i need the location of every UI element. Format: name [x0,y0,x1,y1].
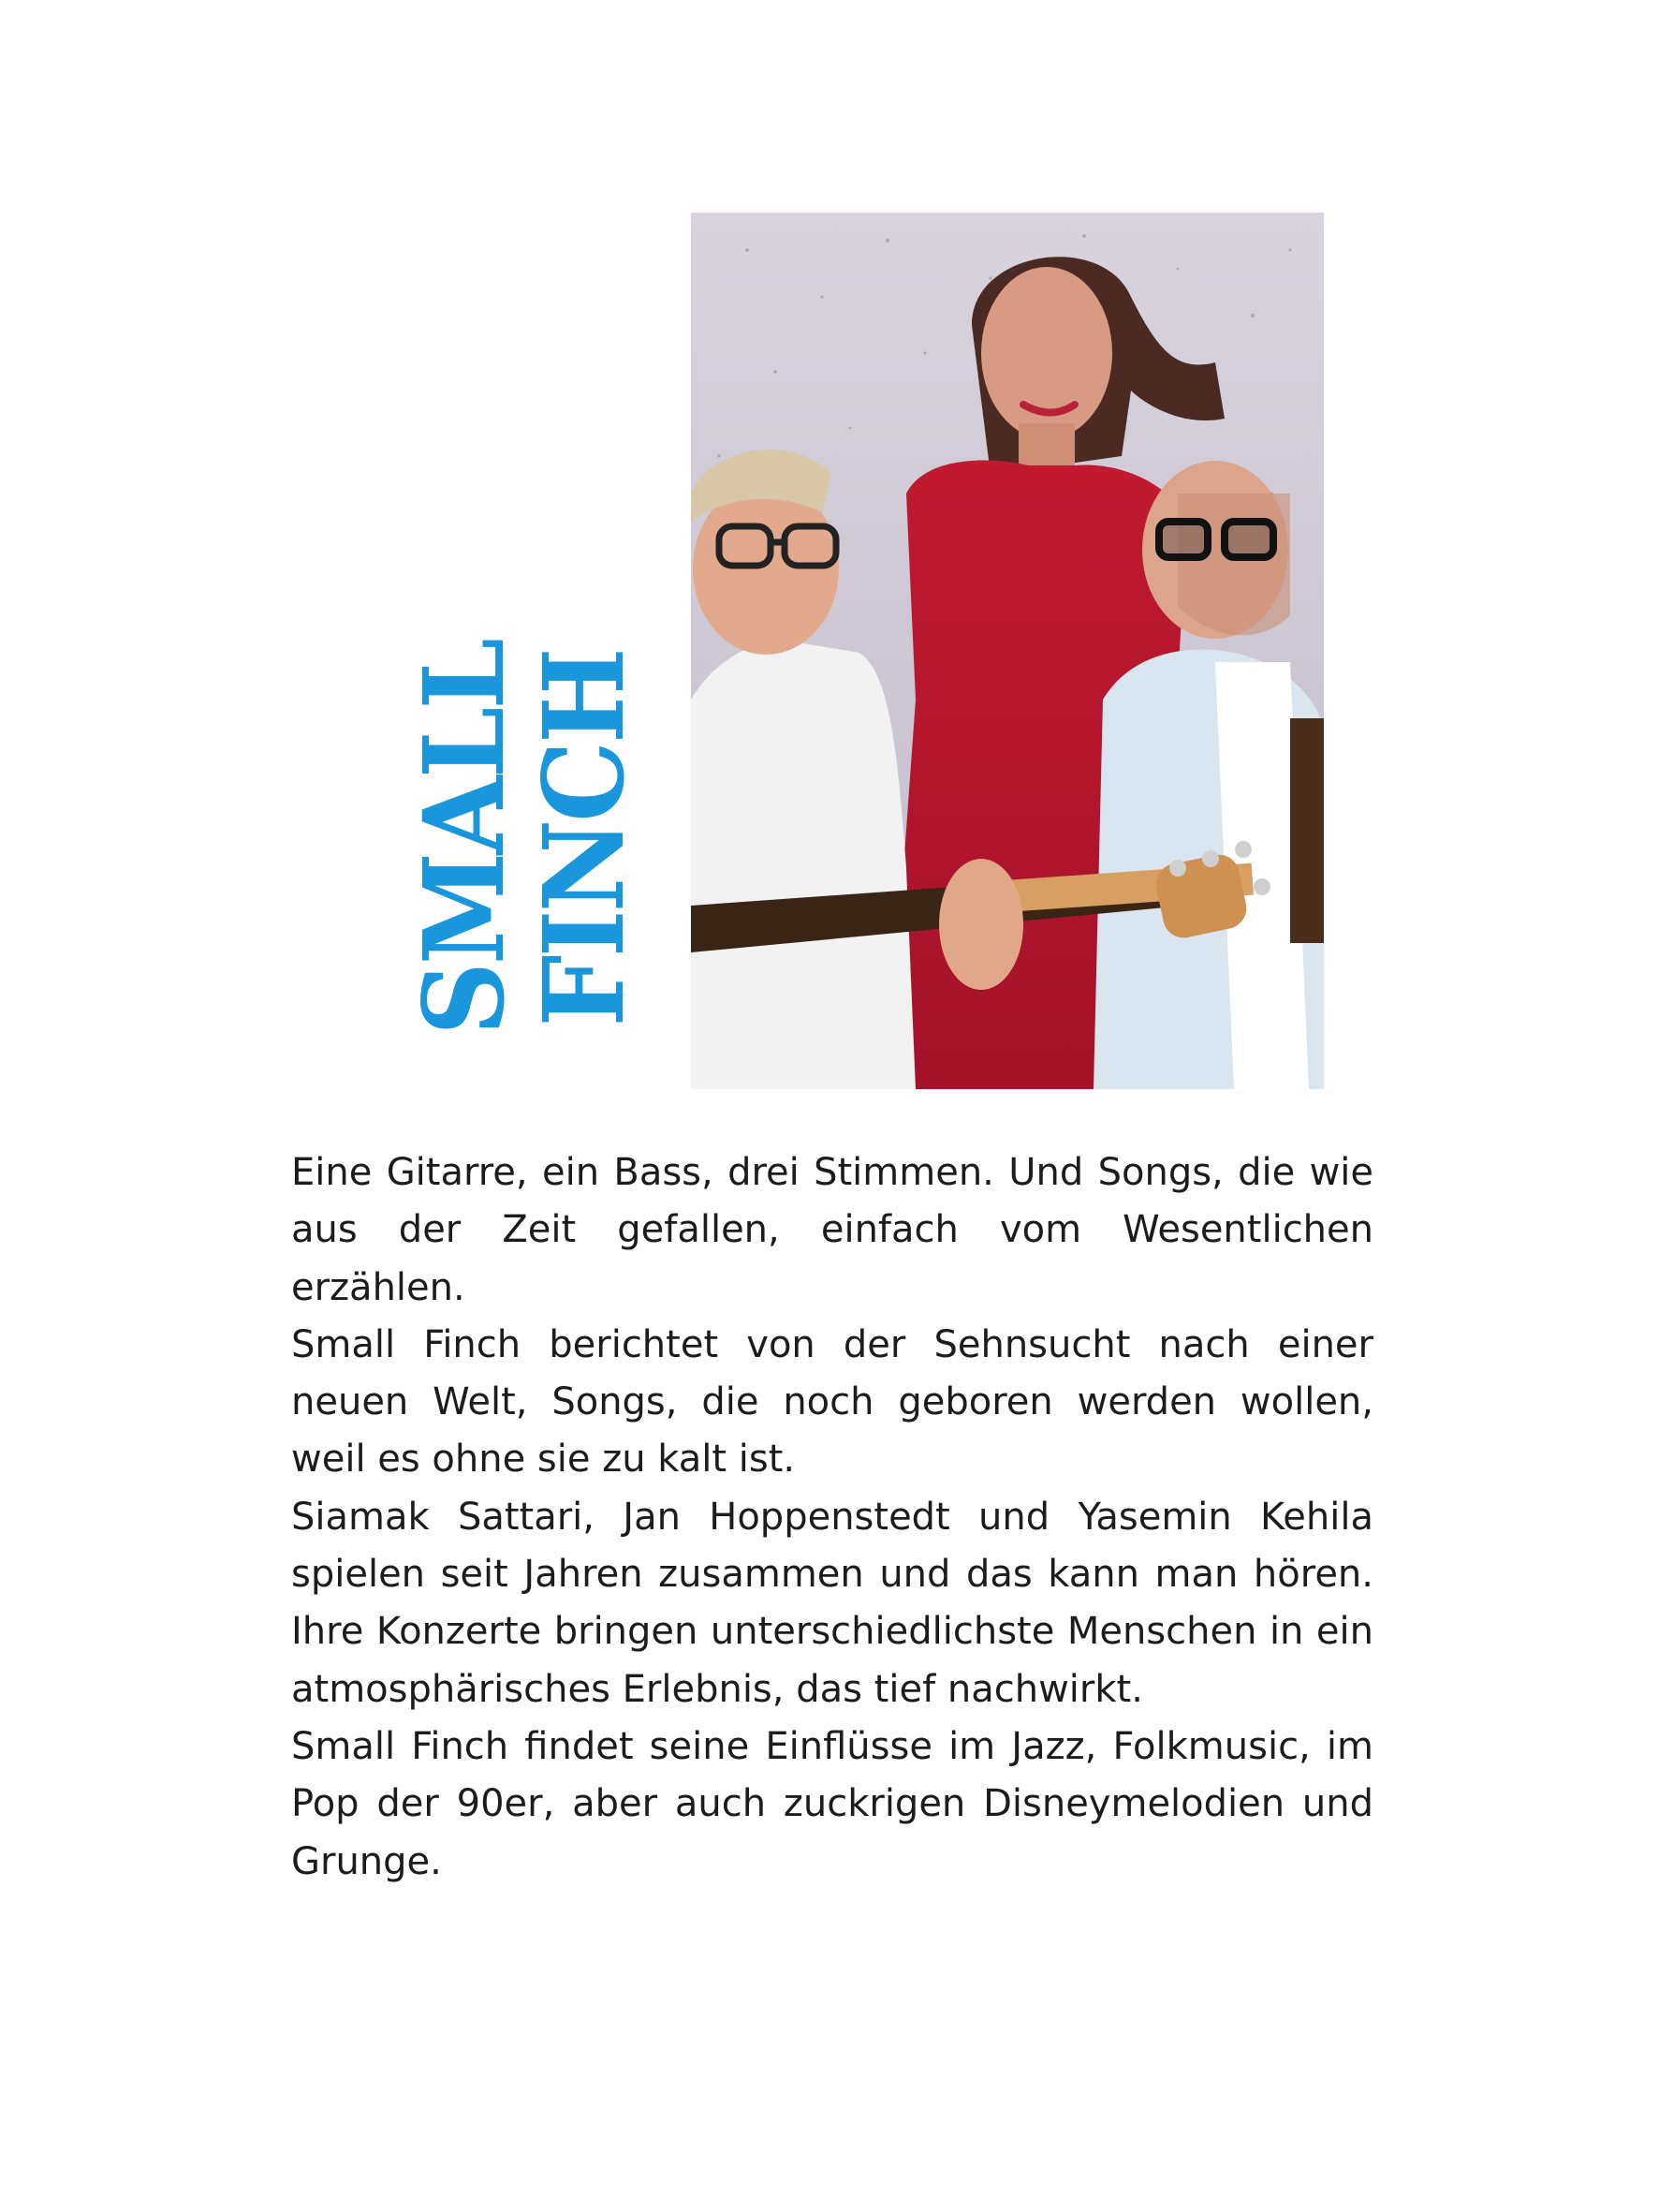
paragraph-members: Siamak Sattari, Jan Hoppenstedt und Yasemin Kehila spielen seit Jahren zusammen und das kann man hören. Ihre Konzerte bringen unterschiedlichste Menschen in ein atmosphärisches Erlebnis, das tief nachwirkt. [291,1495,1373,1711]
band-description [291,1144,1373,1891]
band-photo-illustration [691,213,1324,1089]
band-title [393,590,655,1086]
paragraph-intro: Eine Gitarre, ein Bass, drei Stimmen. Und Songs, die wie aus der Zeit gefallen, einfach vom Wesentlichen erzählen. [291,1151,1373,1309]
title-line-small: SMALL [399,641,529,1036]
title-line-finch: FINCH [519,649,649,1027]
band-photo [691,213,1324,1089]
paragraph-sehnsucht: Small Finch berichtet von der Sehnsucht nach einer neuen Welt, Songs, die noch geboren werden wollen, weil es ohne sie zu kalt ist. [291,1322,1373,1482]
paragraph-influences: Small Finch findet seine Einflüsse im Jazz, Folkmusic, im Pop der 90er, aber auch zuckrigen Disneymelodien und Grunge. [291,1724,1373,1883]
